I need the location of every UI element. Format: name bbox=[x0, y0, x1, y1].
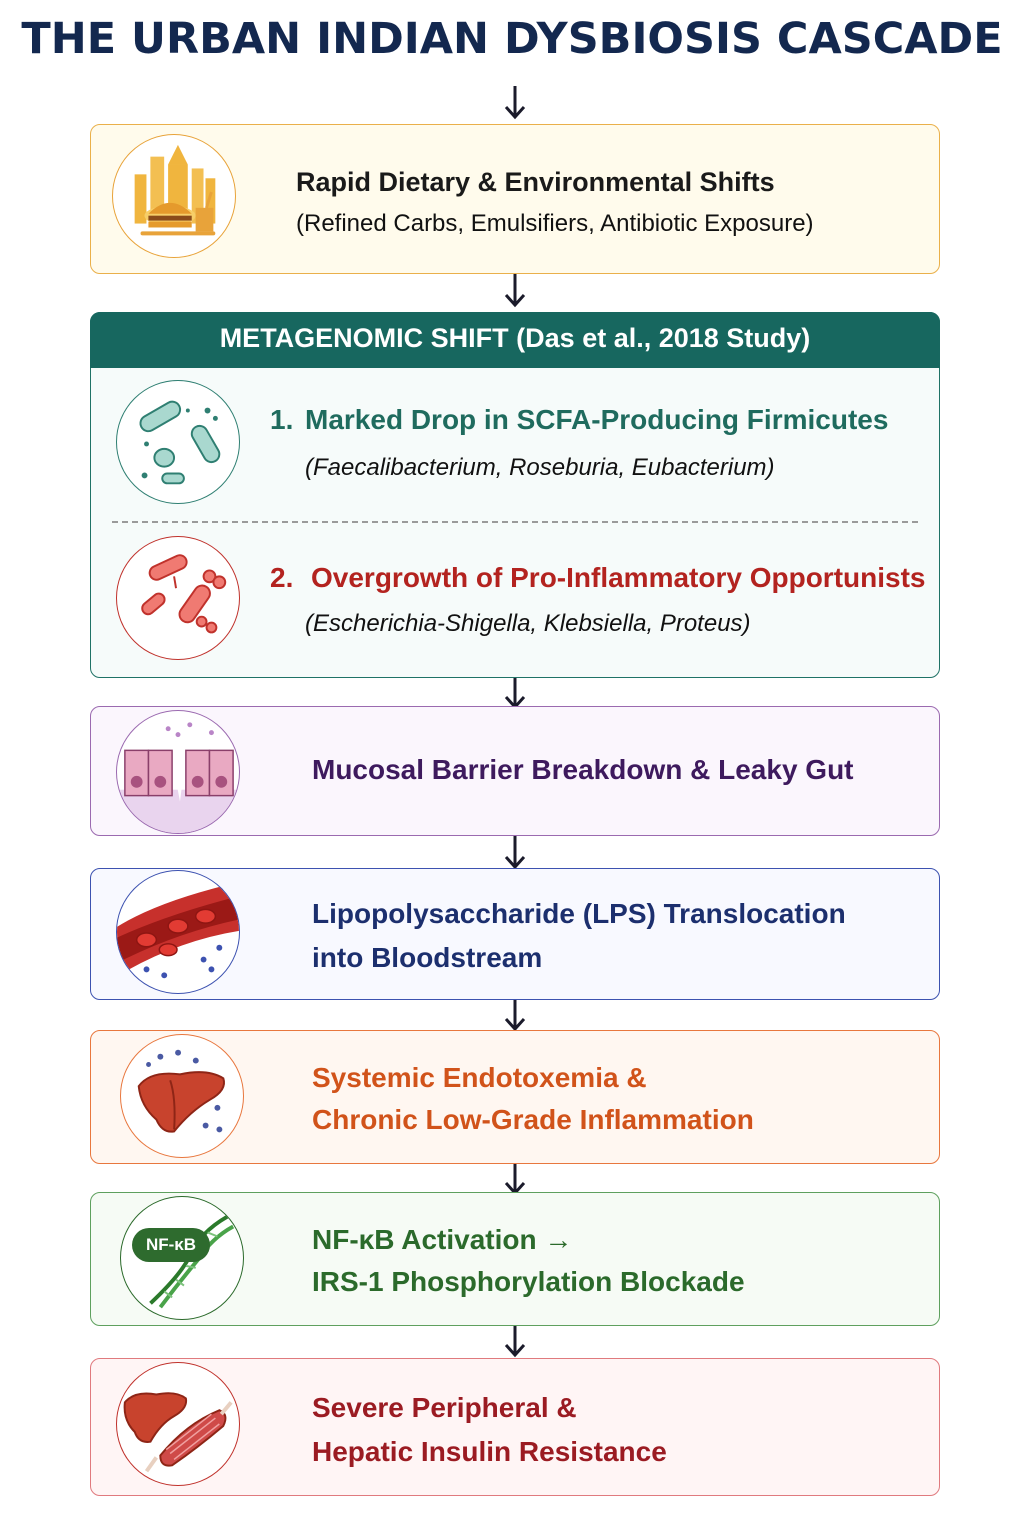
bacteria-icon bbox=[116, 380, 240, 504]
pathogen-bacteria-icon bbox=[116, 536, 240, 660]
blood-vessel-icon bbox=[116, 870, 240, 994]
metagenomic-item1-subtitle: (Faecalibacterium, Roseburia, Eubacterium) bbox=[305, 454, 775, 481]
liver-muscle-icon bbox=[116, 1362, 240, 1486]
gut-epithelium-icon bbox=[116, 710, 240, 834]
endotoxemia-line1: Systemic Endotoxemia & bbox=[312, 1062, 647, 1093]
metagenomic-divider bbox=[112, 521, 918, 523]
metagenomic-item2-number: 2. bbox=[270, 562, 294, 593]
arrow-down-icon bbox=[502, 84, 528, 122]
lps-line2: into Bloodstream bbox=[312, 942, 543, 973]
barrier-title: Mucosal Barrier Breakdown & Leaky Gut bbox=[312, 754, 854, 785]
endotoxemia-line2: Chronic Low-Grade Inflammation bbox=[312, 1104, 754, 1135]
city-fastfood-icon bbox=[112, 134, 236, 258]
metagenomic-header-text: METAGENOMIC SHIFT (Das et al., 2018 Study) bbox=[219, 323, 811, 353]
metagenomic-item1-number: 1. bbox=[270, 404, 294, 435]
dietary-shift-subtitle: (Refined Carbs, Emulsifiers, Antibiotic Exposure) bbox=[296, 210, 814, 237]
dietary-shift-title: Rapid Dietary & Environmental Shifts bbox=[296, 167, 775, 197]
lps-line1: Lipopolysaccharide (LPS) Translocation bbox=[312, 898, 846, 929]
insulin-line2: Hepatic Insulin Resistance bbox=[312, 1436, 667, 1467]
liver-icon bbox=[120, 1034, 244, 1158]
nfkb-line1: NF-κB Activation → bbox=[312, 1224, 573, 1255]
arrow-down-icon bbox=[502, 272, 528, 310]
metagenomic-item2-subtitle: (Escherichia-Shigella, Klebsiella, Proteus) bbox=[305, 610, 751, 637]
arrow-down-icon bbox=[502, 1322, 528, 1360]
arrow-down-icon bbox=[502, 834, 528, 872]
metagenomic-item2-title: Overgrowth of Pro-Inflammatory Opportunists bbox=[311, 562, 926, 593]
page-title: THE URBAN INDIAN DYSBIOSIS CASCADE bbox=[21, 14, 1003, 64]
nfkb-line2: IRS-1 Phosphorylation Blockade bbox=[312, 1266, 745, 1297]
nfkb-badge: NF-κB bbox=[132, 1228, 210, 1262]
metagenomic-item1-title: Marked Drop in SCFA-Producing Firmicutes bbox=[305, 404, 889, 435]
insulin-line1: Severe Peripheral & bbox=[312, 1392, 577, 1423]
arrow-down-icon bbox=[502, 996, 528, 1034]
